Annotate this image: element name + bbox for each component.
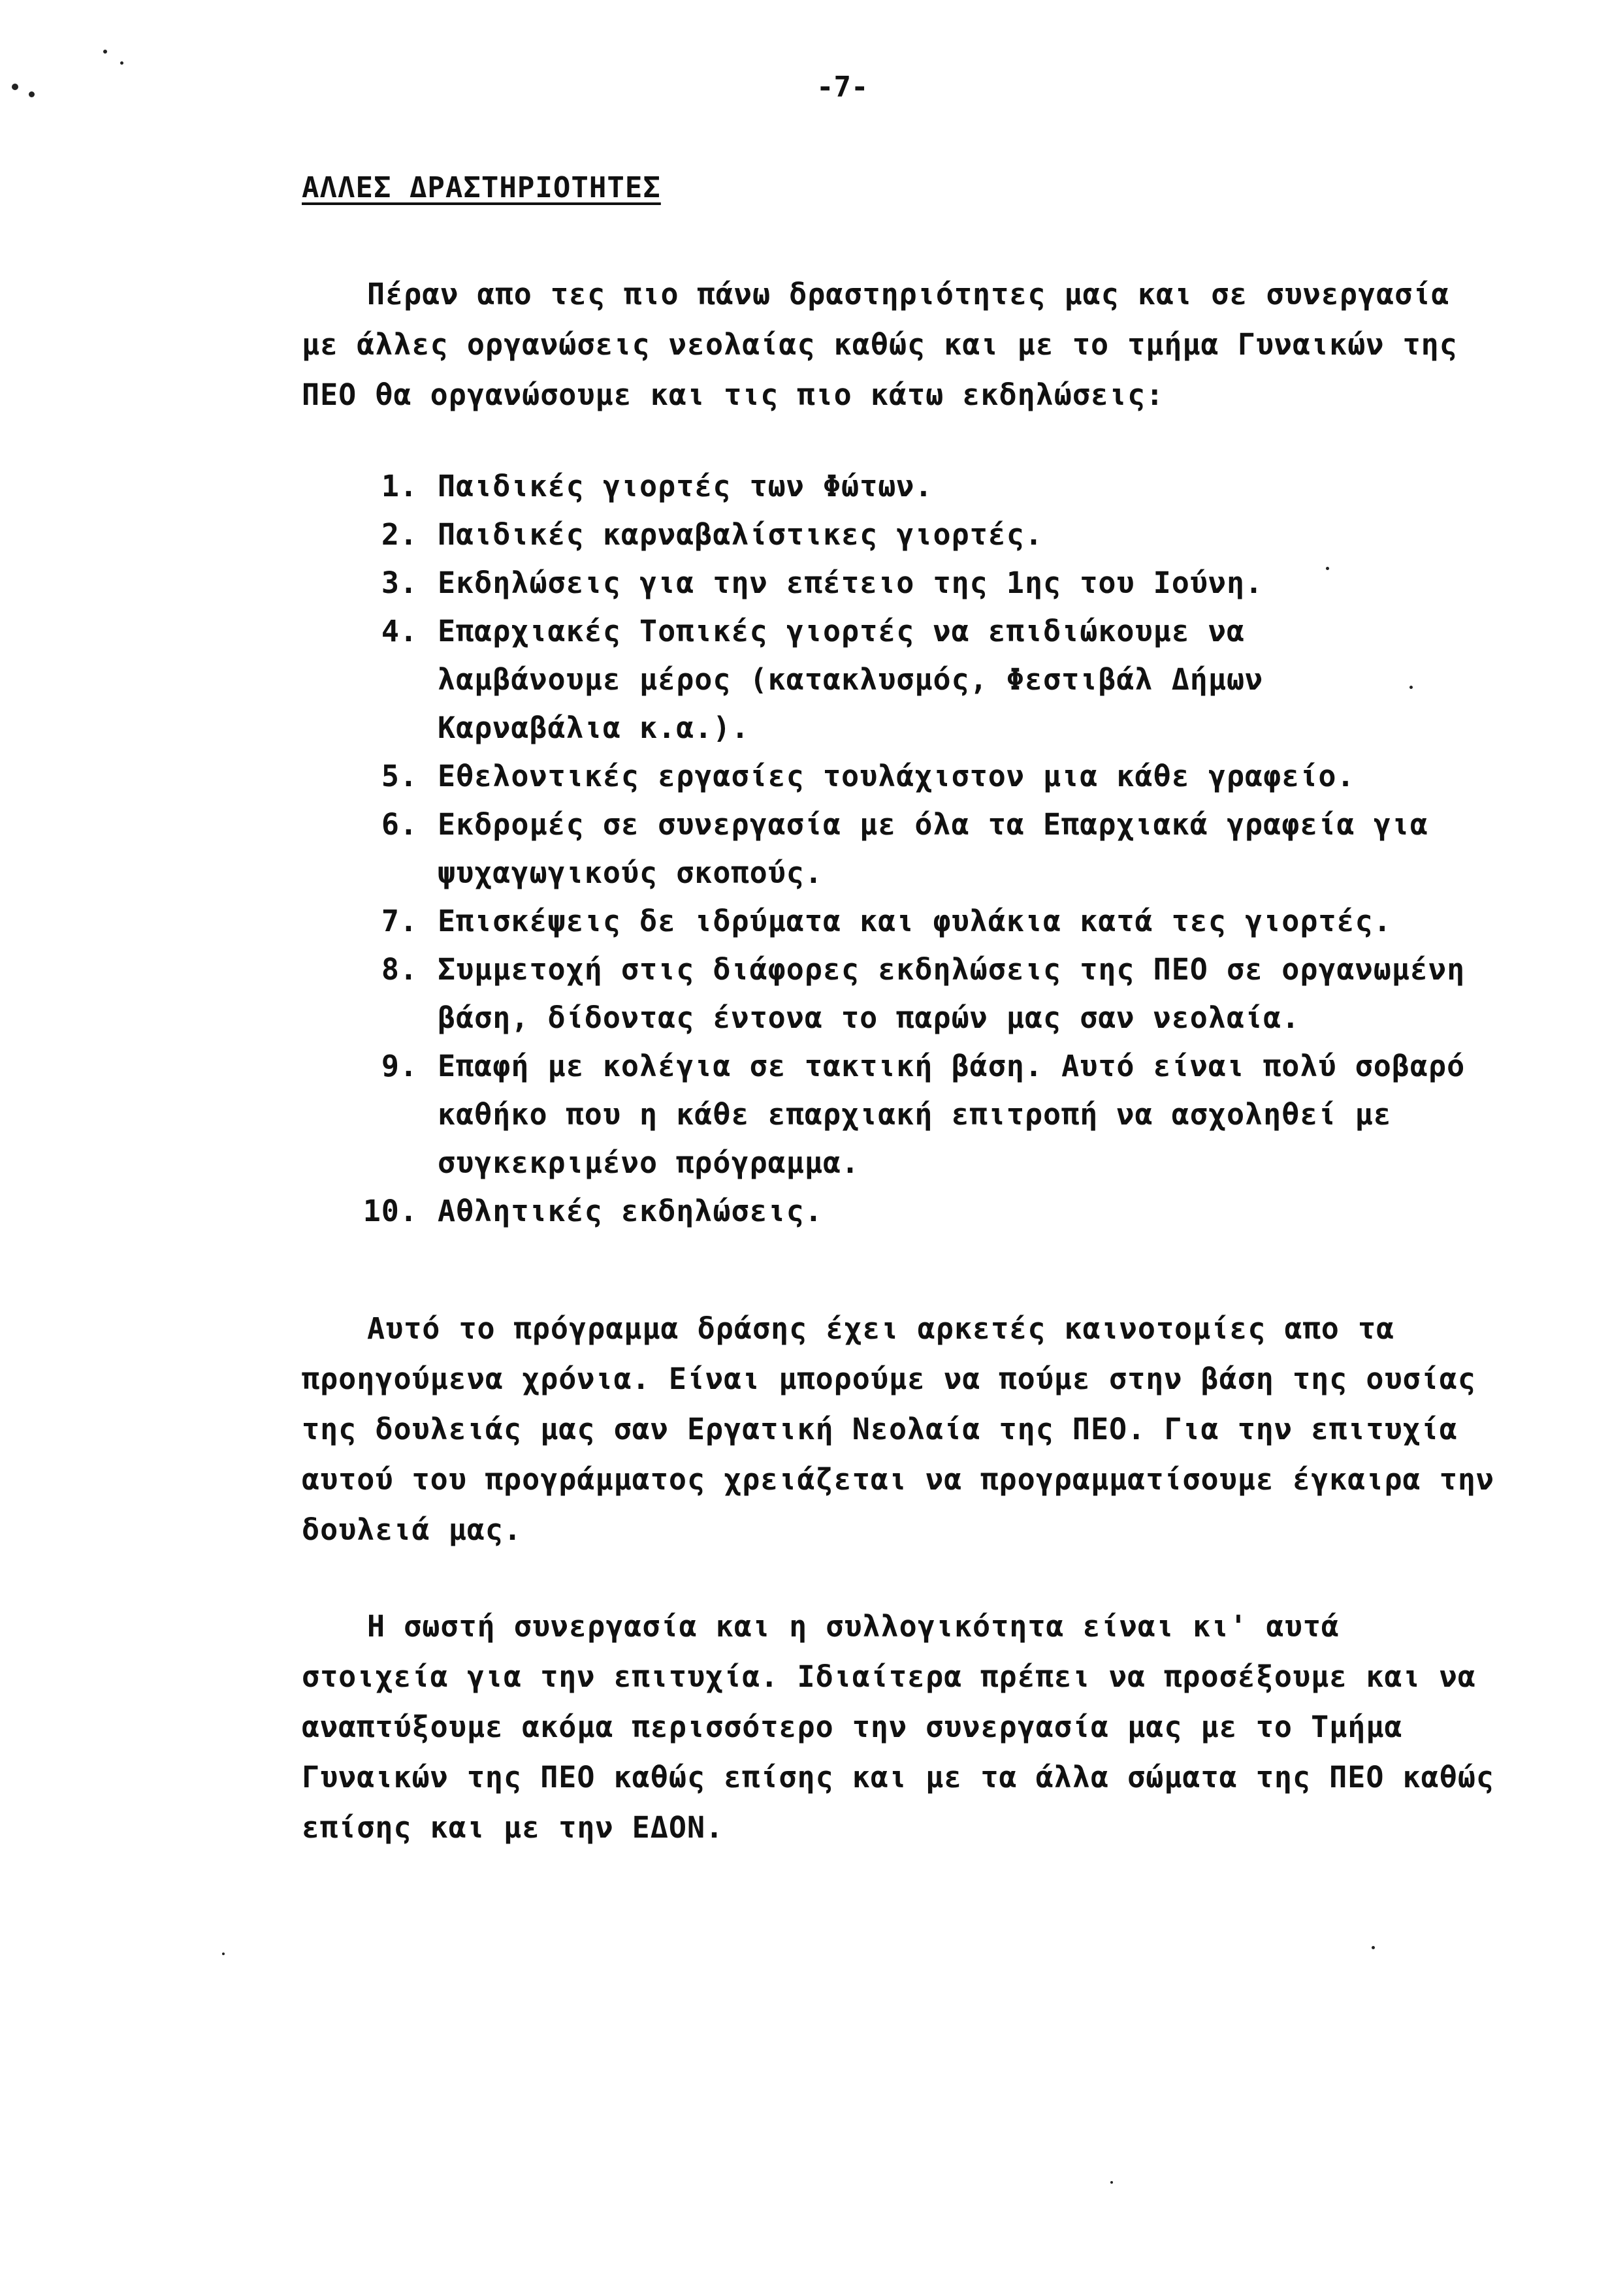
intro-line: με άλλες οργανώσεις νεολαίας καθώς και με το τμήμα Γυναικών της [302,327,1458,362]
paragraph-line: Η σωστή συνεργασία και η συλλογικότητα είναι κι' αυτά [367,1609,1340,1644]
scan-speck [222,1953,225,1955]
program-paragraph [302,1303,1494,1555]
item-number: 9. [381,1049,418,1083]
item-text: Εκδρομές σε συνεργασία με όλα τα Επαρχιακά γραφεία για [438,807,1428,842]
scan-speck [29,91,35,97]
list-item [346,1042,1466,1187]
scan-speck [120,61,123,65]
list-item [346,462,1391,511]
item-text: Επαρχιακές Τοπικές γιορτές να επιδιώκουμε να [438,614,1246,648]
item-text: Επισκέψεις δε ιδρύματα και φυλάκια κατά τες γιορτές. [438,904,1392,938]
paragraph-line: προηγούμενα χρόνια. Είναι μπορούμε να πούμε στην βάση της ουσίας [302,1362,1476,1396]
list-item [346,607,1391,752]
item-text: Παιδικές γιορτές των Φώτων. [438,469,933,503]
item-text: Αθλητικές εκδηλώσεις. [438,1194,823,1228]
item-number: 1. [381,469,418,503]
list-item [346,1187,1391,1236]
paragraph-line: Γυναικών της ΠΕΟ καθώς επίσης και με τα άλλα σώματα της ΠΕΟ καθώς [302,1760,1494,1794]
item-number: 3. [381,566,418,600]
item-number: 10. [362,1194,418,1228]
list-item [346,946,1466,1042]
item-text: Παιδικές καρναβαλίστικες γιορτές. [438,517,1044,552]
item-number: 6. [381,807,418,842]
scan-speck [1110,2181,1113,2184]
scan-speck [103,50,107,54]
item-number: 7. [381,904,418,938]
item-number: 4. [381,614,418,648]
item-text: συγκεκριμένο πρόγραμμα. [438,1145,860,1180]
paragraph-line: αυτού του προγράμματος χρειάζεται να προγραμματίσουμε έγκαιρα την [302,1462,1494,1497]
item-number: 2. [381,517,418,552]
intro-paragraph [302,269,1458,420]
scan-speck [1326,567,1329,570]
list-item [346,511,1391,559]
item-text: λαμβάνουμε μέρος (κατακλυσμός, Φεστιβάλ Δήμων [438,662,1264,697]
item-text: καθήκο που η κάθε επαρχιακή επιτροπή να ασχοληθεί με [438,1097,1392,1132]
list-item [346,752,1391,801]
item-text: βάση, δίδοντας έντονα το παρών μας σαν νεολαία. [438,1000,1300,1035]
item-text: Συμμετοχή στις διάφορες εκδηλώσεις της ΠΕΟ σε οργανωμένη [438,952,1466,987]
paragraph-line: της δουλειάς μας σαν Εργατική Νεολαία της ΠΕΟ. Για την επιτυχία [302,1412,1458,1446]
paragraph-line: αναπτύξουμε ακόμα περισσότερο την συνεργασία μας με το Τμήμα [302,1710,1403,1744]
paragraph-line: επίσης και με την ΕΔΟΝ. [302,1810,724,1845]
activities-list [346,462,1466,1236]
section-title: ΑΛΛΕΣ ΔΡΑΣΤΗΡΙΟΤΗΤΕΣ [302,171,661,204]
item-text: Καρναβάλια κ.α.). [438,710,750,745]
item-text: Εκδηλώσεις για την επέτειο της 1ης του Ιούνη. [438,566,1264,600]
paragraph-line: Αυτό το πρόγραμμα δράσης έχει αρκετές καινοτομίες απο τα [367,1311,1395,1346]
page-number: -7- [816,71,869,104]
paragraph-line: δουλειά μας. [302,1512,523,1547]
item-text: ψυχαγωγικούς σκοπούς. [438,855,823,890]
list-item [346,801,1428,897]
scan-speck [12,84,18,90]
item-number: 8. [381,952,418,987]
intro-line: ΠΕΟ θα οργανώσουμε και τις πιο κάτω εκδηλώσεις: [302,377,1165,412]
scan-speck [1372,1946,1375,1949]
intro-line: Πέραν απο τες πιο πάνω δραστηριότητες μας και σε συνεργασία [367,277,1450,311]
cooperation-paragraph [302,1601,1494,1853]
scan-speck [1409,686,1413,689]
item-text: Εθελοντικές εργασίες τουλάχιστον μια κάθε γραφείο. [438,759,1355,793]
item-text: Επαφή με κολέγια σε τακτική βάση. Αυτό είναι πολύ σοβαρό [438,1049,1466,1083]
list-item [346,559,1391,607]
item-number: 5. [381,759,418,793]
list-item [346,897,1391,946]
paragraph-line: στοιχεία για την επιτυχία. Ιδιαίτερα πρέπει να προσέξουμε και να [302,1659,1476,1694]
